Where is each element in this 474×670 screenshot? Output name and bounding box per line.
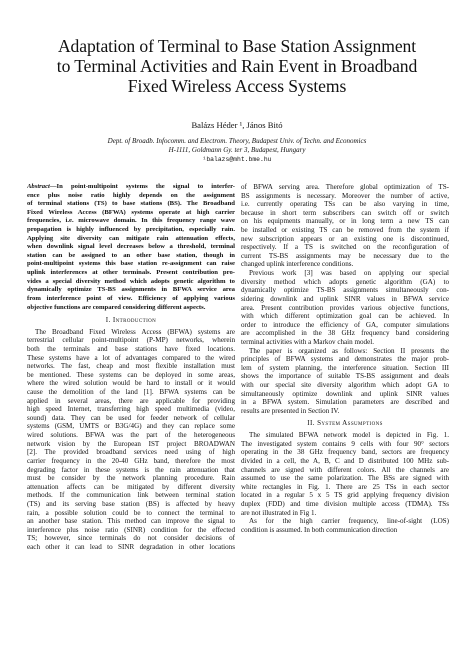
body-line: These systems have a lot of advantages compared to the wired	[27, 353, 235, 362]
body-line: cause the demolition of the land [1]. BFWA systems can be	[27, 388, 235, 397]
abstract-line: point-multipoint systems this base station re-assignment can raise	[27, 260, 235, 268]
body-line: located in a regular 5 x 5 TS grid applying frequency division	[241, 491, 449, 500]
abstract-line: station can be assigned to an other base station, though in	[27, 251, 235, 259]
body-line: changed uplink interference conditions.	[241, 260, 354, 269]
body-line: terrestrial cellular point-multipoint (P-MP) networks, wherein	[27, 336, 235, 345]
body-line: are accomplished in the 38 GHz frequency band considering	[241, 329, 449, 338]
body-line: condition is assumed. In both communication direction	[241, 525, 398, 534]
previous-work-paragraph	[241, 269, 449, 346]
body-line: high speed Internet, transferring high speed multimedia (video,	[27, 405, 235, 414]
body-line: TS; however, since terminals do not consider decisions of	[27, 534, 235, 543]
body-line: of BFWA serving area. Therefore global optimization of TS-	[241, 183, 449, 191]
abstract	[27, 183, 235, 312]
abstract-line: dynamically optimize TS-BS assignments in BFWA service area	[27, 286, 235, 294]
introduction-body	[27, 328, 235, 552]
author-email: ¹balazs@mht.bme.hu	[202, 156, 272, 163]
affiliation	[0, 137, 474, 164]
body-line: attenuation affects can be mitigated by different diversity	[27, 482, 235, 491]
abstract-label: Abstract	[27, 183, 50, 190]
body-line: be mentioned. These systems can be deployed in some areas,	[27, 370, 235, 379]
body-line: degrading factor in these systems is the rain attenuation that	[27, 465, 235, 474]
body-line: respectively. If a TS is switched on the reconfiguration of	[241, 243, 449, 252]
body-line: simultaneously optimize downlink and uplink SINR values	[241, 389, 449, 398]
body-line: networks. The fast, cheap and most flexible installation must	[27, 362, 235, 371]
affiliation-line: H-1111, Goldmann Gy. ter 3, Budapest, Hungary	[168, 146, 306, 154]
body-line: shows the importance of suitable TS-BS assignment and deals	[241, 372, 449, 381]
introduction-continued	[241, 183, 449, 269]
organization-paragraph	[241, 347, 449, 416]
title-line: Fixed Wireless Access Systems	[127, 76, 347, 96]
body-line: in a BFWA system. Simulation parameters are described and	[241, 398, 449, 407]
title-line: Adaptation of Terminal to Base Station Assignment	[57, 36, 417, 56]
left-column	[27, 183, 235, 552]
body-line: The investigated system contains 9 cells with four 90° sectors	[241, 439, 449, 448]
body-line: divided in a cell, the A, B, C and D distributed 100 MHz sub-	[241, 456, 449, 465]
abstract-line: ence plus noise ratio highly depends on the assignment	[27, 191, 235, 199]
body-line: rain, a possible solution could be to connect the terminal to	[27, 508, 235, 517]
body-line: methods. If the communication link between terminal station	[27, 491, 235, 500]
body-line: channels are signed with different colors. All the channels are	[241, 465, 449, 474]
abstract-text: —In point-multipoint systems the signal to interfer-	[49, 183, 235, 190]
body-line: operating in the 38 GHz frequency band, sectors are frequency	[241, 448, 449, 457]
body-line: sidering downlink and uplink SINR values in BFWA service	[241, 294, 449, 303]
body-line: must be consider by the network planning procedure. Rain	[27, 474, 235, 483]
body-line: principles of BFWA systems and demonstrates the major prob-	[241, 355, 449, 364]
section-heading-system-assumptions: II. System Assumptions	[307, 419, 383, 428]
body-line: with our special site diversity algorithm which adopt GA to	[241, 381, 449, 390]
body-line: interference plus noise ratio (SINR) condition for the effected	[27, 525, 235, 534]
body-line: are not illustrated in Fig 1.	[241, 508, 317, 517]
abstract-line: when downlink signal level decreases below a threshold, terminal	[27, 243, 235, 251]
body-line: dynamically optimize TS-BS assignments simultaneously con-	[241, 286, 449, 295]
title-line: to Terminal Activities and Rain Event in Broadband	[56, 56, 418, 76]
body-line: both the terminals and base stations have fixed locations.	[27, 344, 235, 353]
body-line: As for the high carrier frequency, line-of-sight (LOS)	[249, 517, 449, 526]
body-line: each other it can lead to SINR degradation in other locations	[27, 542, 235, 551]
body-line: where the wired solution would be hard to install or it would	[27, 379, 235, 388]
body-line: The paper is organized as follows: Section II presents the	[249, 346, 449, 355]
body-line: an another base station. This method can improve the signal to	[27, 517, 235, 526]
body-line: be installed or existing TS can be removed from the system if	[241, 226, 449, 235]
abstract-line: Applying site diversity can mitigate rain attenuation effects,	[27, 234, 235, 242]
body-line: assumed to use the same polarization. The BSs are signed with	[241, 474, 449, 483]
body-line: carrier frequency in the 20-40 GHz band, therefore the most	[27, 456, 235, 465]
body-line: Previous work [3] was based on applying our special	[249, 269, 449, 278]
abstract-line	[27, 183, 235, 192]
body-line: wired solutions. BFWA was the part of the heterogeneous	[27, 431, 235, 440]
body-line: applied in several areas, there are applicable for providing	[27, 396, 235, 405]
right-column	[241, 183, 449, 534]
paper-title	[20, 36, 454, 96]
abstract-line: frequencies, i.e. microwave domain. In this frequency range wave	[27, 217, 235, 225]
abstract-line: of terminal stations (TS) to base stations (BS). The Broadband	[27, 200, 235, 208]
body-line: order to introduce the efficiency of GA, computer simulations	[241, 320, 449, 329]
abstract-line: from interference point of view. Efficiency of applying various	[27, 294, 235, 302]
section-heading-introduction: I. Introduction	[105, 316, 157, 325]
body-line: The simulated BFWA network model is depicted in Fig. 1.	[249, 431, 449, 440]
body-line: sound) data. They can be used for feeder network of cellular	[27, 413, 235, 422]
body-line: with which different optimization goal can be achieved. In	[241, 312, 449, 321]
system-assumptions-body	[241, 431, 449, 534]
abstract-line: uplink interferences at other terminals. Present contribution pro-	[27, 269, 235, 277]
body-line: i.e. currently operating TSs can be also varying in time,	[241, 200, 449, 209]
body-line: new subscription appears or an existing one is discontinued,	[241, 234, 449, 243]
abstract-line: objective functions are compared considering different aspects.	[27, 303, 206, 311]
body-line: duplex (FDD) and time division multiple access (TDMA). TSs	[241, 499, 449, 508]
body-line: current TS-BS assignments may be necessary due to the	[241, 251, 449, 260]
body-line: on his equipments manually, or in long term a new TS can	[241, 217, 449, 226]
body-line: because in short term subscribers can switch off or switch	[241, 208, 449, 217]
body-line: lem of system planning, the interference situation. Section III	[241, 363, 449, 372]
affiliation-line: Dept. of Broadb. Infocomm. and Electrom. Theory, Budapest Univ. of Techn. and Economics	[107, 137, 367, 145]
body-line: terminal activities with a Markov chain model.	[241, 337, 374, 346]
body-line: diversity method which adopts genetic algorithm (GA) to	[241, 277, 449, 286]
body-line: systems (GSM, UMTS or B3G/4G) and they can replace some	[27, 422, 235, 431]
body-line: network vision by the European IST project BROADWAN	[27, 439, 235, 448]
body-line: area. Present contribution provides various objective functions,	[241, 303, 449, 312]
body-line: results are presented in Section IV.	[241, 406, 340, 415]
abstract-line: Fixed Wireless Access (BFWA) systems operate at high carrier	[27, 208, 235, 216]
abstract-line: vides a special diversity method which adopts genetic algorithm to	[27, 277, 235, 285]
author-list: Balázs Héder ¹, János Bitó	[191, 120, 283, 130]
body-line: The Broadband Fixed Wireless Access (BFWA) systems are	[35, 327, 235, 336]
body-line: BS assignments is necessary. Moreover the number of active,	[241, 191, 449, 200]
body-line: (TS) and its serving base station (BS) is affected by heavy	[27, 499, 235, 508]
body-line: white rectangles in Fig. 1. There are 25 TSs in each sector	[241, 482, 449, 491]
body-line: [2]. The provided broadband services need using of high	[27, 448, 235, 457]
abstract-line: propagation is highly influenced by precipitation, especially rain.	[27, 226, 235, 234]
